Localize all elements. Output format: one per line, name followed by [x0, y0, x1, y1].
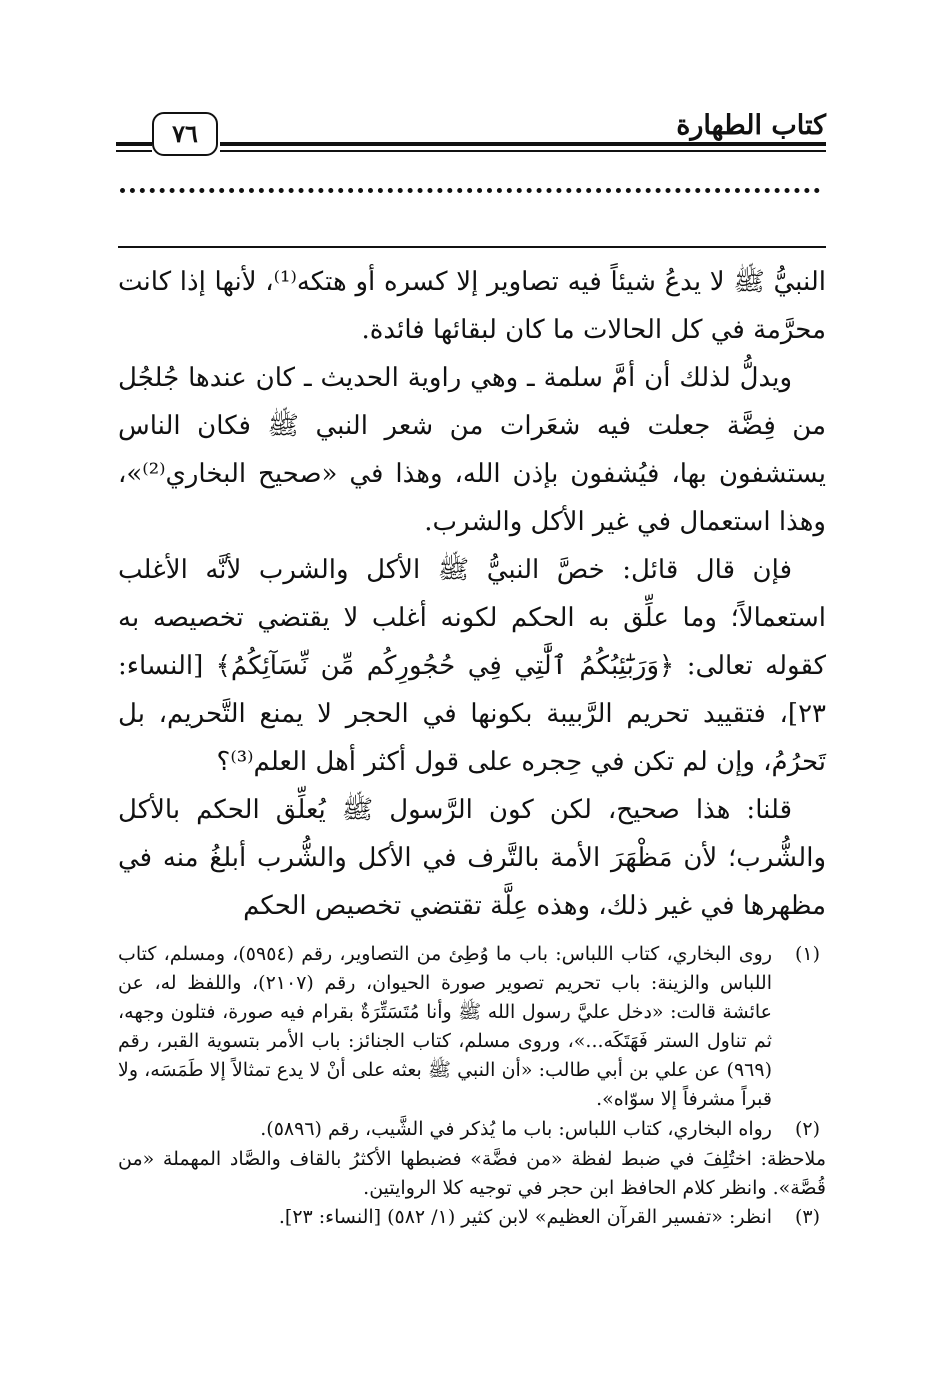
footnote	[118, 940, 826, 1114]
body-top-rule	[118, 246, 826, 248]
main-text	[118, 258, 826, 930]
footnote-note: ملاحظة: اختُلِفَ في ضبط لفظة «من فضَّة» فضبطها الأكثرُ بالقاف والصَّاد المهملة «من قُصَّة». وانظر كلام الحافظ ابن حجر في توجيه كلا الروايتين.	[118, 1148, 826, 1199]
footnote-text: روى البخاري، كتاب اللباس: باب ما وُطِئ من التصاوير، رقم (٥٩٥٤)، ومسلم، كتاب اللباس والزينة: باب تحريم تصوير صورة الحيوان، رقم (٢١٠٧)، واللفظ له، عن عائشة قالت: «دخل عليَّ رسول الله ﷺ وأنا مُتَسَتِّرَةٌ بقرام فيه صورة، فتلون وجهه، ثم تناول الستر فَهَتَكَه...»، وروى مسلم، كتاب الجنائز: باب الأمر بتسوية القبر، رقم (٩٦٩) عن علي بن أبي طالب: «أن النبي ﷺ بعثه على أنْ لا يدع تمثالاً إلا طَمَسَه، ولا قبراً مشرفاً إلا سوّاه».	[118, 943, 772, 1110]
paragraph: النبيُّ ﷺ لا يدعُ شيئاً فيه تصاوير إلا كسره أو هتكه⁽¹⁾، لأنها إذا كانت محرَّمة في كل الحالات ما كان لبقائها فائدة.	[118, 267, 827, 345]
page-number: ٧٦	[152, 112, 218, 156]
footnote	[118, 1203, 826, 1232]
footnote-number: (٣)	[794, 1206, 820, 1228]
footnotes	[118, 940, 826, 1233]
header-rule-left-thin	[116, 150, 152, 152]
paragraph: فإن قال قائل: خصَّ النبيُّ ﷺ الأكل والشرب لأنَّه الأغلب استعمالاً؛ وما علِّق به الحكم لكونه أغلب لا يقتضي تخصيصه به كقوله تعالى: ﴿وَرَبَٰٓئِبُكُمُ ٱلَّٰتِي فِي حُجُورِكُم مِّن نِّسَآئِكُمُ﴾ [النساء: ٢٣]، فتقييد تحريم الرَّبيبة بكونها في الحجر لا يمنع التَّحريم، بل تَحرُمُ، وإن لم تكن في حِجره على قول أكثر أهل العلم⁽³⁾؟	[118, 555, 826, 777]
footnote	[118, 1115, 826, 1144]
footnote-text: انظر: «تفسير القرآن العظيم» لابن كثير (١/ ٥٨٢) [النساء: ٢٣].	[278, 1206, 772, 1228]
page-header	[116, 108, 826, 158]
paragraph: قلنا: هذا صحيح، لكن كون الرَّسول ﷺ يُعلِّق الحكم بالأكل والشُّرب؛ لأن مَظْهَرَ الأمة بالتَّرف في الأكل والشُّرب أبلغُ منه في مظهرها في غير ذلك، وهذه عِلَّة تقتضي تخصيص الحكم	[118, 795, 826, 921]
header-rule-thin	[220, 150, 826, 152]
dotted-separator	[120, 188, 820, 213]
header-rule-left-thick	[116, 142, 152, 146]
paragraph: ويدلُّ لذلك أن أمَّ سلمة ـ وهي راوية الحديث ـ كان عندها جُلجُل من فِضَّة جعلت فيه شعَرات من شعر النبي ﷺ فكان الناس يستشفون بها، فيُشفون بإذن الله، وهذا في «صحيح البخاري⁽²⁾»، وهذا استعمال في غير الأكل والشرب.	[118, 363, 826, 537]
footnote-number: (٢)	[794, 1118, 820, 1140]
footnote-number: (١)	[794, 943, 820, 965]
header-rule-thick	[220, 142, 826, 146]
footnote-text: رواه البخاري، كتاب اللباس: باب ما يُذكر في الشَّيب، رقم (٥٨٩٦).	[260, 1118, 772, 1140]
running-title: كتاب الطهارة	[676, 110, 826, 141]
